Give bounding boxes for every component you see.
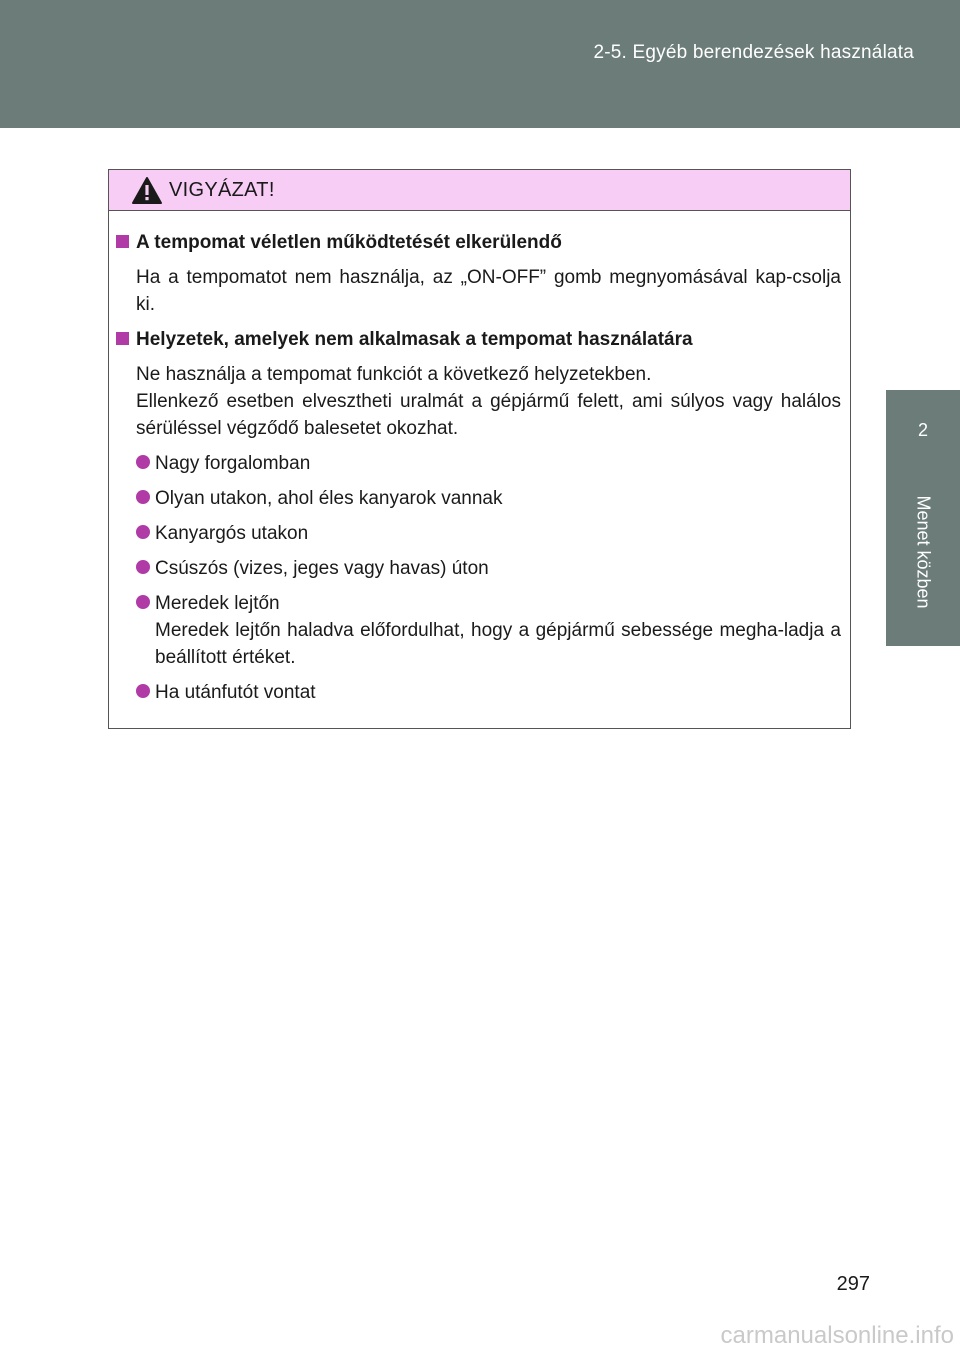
circle-bullet-icon (136, 684, 150, 698)
chapter-number: 2 (917, 420, 928, 440)
section-heading-text: Helyzetek, amelyek nem alkalmasak a tempomat használatára (136, 329, 693, 350)
warning-content (109, 211, 850, 706)
section-heading (116, 229, 841, 256)
list-item-text: Kanyargós utakon (155, 523, 309, 544)
warning-triangle-icon (131, 176, 163, 205)
section-title: 2-5. Egyéb berendezések használata (593, 42, 914, 63)
warning-box (108, 169, 851, 729)
page-header (0, 0, 960, 128)
list-item-text: Ha utánfutót vontat (155, 682, 316, 703)
circle-bullet-icon (136, 560, 150, 574)
page-number: 297 (836, 1273, 870, 1295)
list-item-text: Meredek lejtőn (155, 593, 280, 614)
square-bullet-icon (116, 235, 129, 248)
list-item (116, 485, 841, 512)
list-item (116, 555, 841, 582)
list-item-text: Olyan utakon, ahol éles kanyarok vannak (155, 488, 503, 509)
section-heading-text: A tempomat véletlen működtetését elkerülendő (136, 232, 562, 253)
circle-bullet-icon (136, 490, 150, 504)
list-item-text: Nagy forgalomban (155, 453, 311, 474)
chapter-label: Menet közben (913, 495, 934, 609)
list-item (116, 450, 841, 477)
square-bullet-icon (116, 332, 129, 345)
chapter-tab (886, 390, 960, 646)
paragraph (116, 361, 841, 442)
list-item-text: Csúszós (vizes, jeges vagy havas) úton (155, 558, 489, 579)
list-item (116, 679, 841, 706)
paragraph: Ha a tempomatot nem használja, az „ON-OFF” gomb megnyomásával kap-csolja ki. (136, 267, 841, 315)
warning-title: VIGYÁZAT! (169, 179, 275, 201)
section-heading (116, 326, 841, 353)
warning-header (109, 170, 850, 211)
list-item-subtext: Meredek lejtőn haladva előfordulhat, hogy a gépjármű sebessége megha-ladja a beállított értéket. (155, 620, 841, 668)
circle-bullet-icon (136, 525, 150, 539)
paragraph-line: Ellenkező esetben elvesztheti uralmát a gépjármű felett, ami súlyos vagy halálos sérüléssel végződő balesetet okozhat. (136, 391, 841, 439)
list-item (116, 520, 841, 547)
paragraph-line: Ne használja a tempomat funkciót a következő helyzetekben. (136, 364, 652, 385)
circle-bullet-icon (136, 595, 150, 609)
list-item (116, 590, 841, 671)
watermark: carmanualsonline.info (720, 1322, 954, 1349)
circle-bullet-icon (136, 455, 150, 469)
